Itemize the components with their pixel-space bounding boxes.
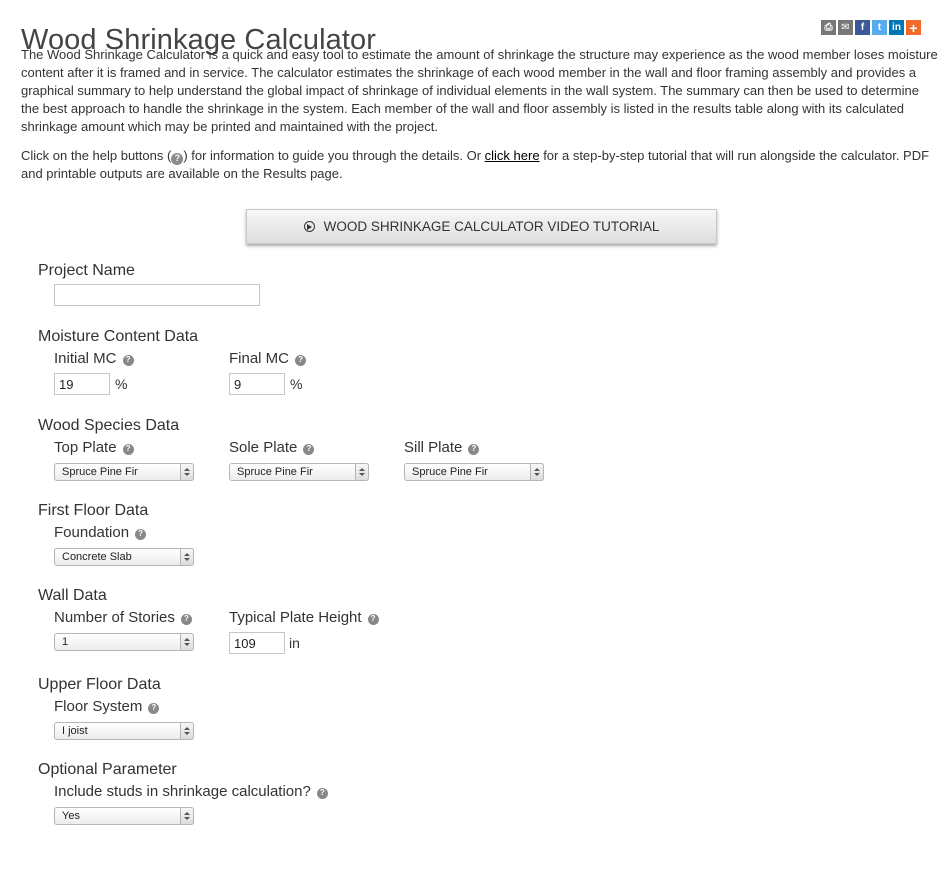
sill-plate-select[interactable] [404, 463, 544, 481]
help-icon[interactable]: ? [303, 444, 314, 455]
print-icon[interactable]: ⎙ [821, 20, 836, 35]
chevron-updown-icon [180, 722, 194, 740]
linkedin-icon[interactable]: in [889, 20, 904, 35]
initial-mc-input[interactable] [54, 373, 110, 395]
stories-value: 1 [62, 636, 69, 648]
sole-plate-label-row [229, 439, 314, 456]
moisture-heading: Moisture Content Data [38, 328, 199, 345]
chevron-updown-icon [180, 633, 194, 651]
foundation-label: Foundation [54, 524, 130, 541]
floor-system-value: I joist [62, 725, 88, 737]
intro-paragraph: The Wood Shrinkage Calculator is a quick and easy tool to estimate the amount of shrinkage the structure may experience as the wood member loses moisture content after it is framed and in service. The calculator estimates the shrinkage of each wood member in the wall and floor framing assembly and provides a graphical summary to help understand the global impact of shrinkage of individual elements in the wall system. The summary can then be used to determine the best approach to handle the shrinkage in the system. Each member of the wall and floor assembly is listed in the results table along with its calculated shrinkage amount which may be printed and maintained with the project. [21, 47, 938, 134]
studs-label-row [54, 783, 328, 800]
plate-height-unit: in [289, 635, 300, 651]
chevron-updown-icon [180, 463, 194, 481]
stories-select[interactable] [54, 633, 194, 651]
chevron-updown-icon [180, 548, 194, 566]
video-tutorial-label: WOOD SHRINKAGE CALCULATOR VIDEO TUTORIAL [323, 219, 660, 234]
help-icon[interactable]: ? [123, 355, 134, 366]
help-paragraph [21, 147, 939, 183]
tutorial-link[interactable]: click here [484, 148, 540, 163]
final-mc-label: Final MC [229, 350, 290, 367]
top-plate-value: Spruce Pine Fir [62, 466, 138, 478]
play-icon [304, 221, 315, 232]
initial-mc-label-row [54, 350, 134, 367]
project-name-input[interactable] [54, 284, 260, 306]
sole-plate-select[interactable] [229, 463, 369, 481]
top-plate-label: Top Plate [54, 439, 117, 456]
upper-floor-heading: Upper Floor Data [38, 676, 161, 693]
stories-label-row [54, 609, 192, 626]
help-icon[interactable]: ? [295, 355, 306, 366]
sill-plate-label: Sill Plate [404, 439, 463, 456]
initial-mc-unit: % [115, 376, 128, 392]
species-heading: Wood Species Data [38, 417, 180, 434]
plate-height-label-row [229, 609, 379, 626]
help-icon[interactable]: ? [317, 788, 328, 799]
twitter-icon[interactable]: t [872, 20, 887, 35]
sill-plate-label-row [404, 439, 479, 456]
foundation-label-row [54, 524, 146, 541]
final-mc-unit: % [290, 376, 303, 392]
sill-plate-value: Spruce Pine Fir [412, 466, 488, 478]
help-icon: ? [171, 153, 183, 165]
final-mc-input[interactable] [229, 373, 285, 395]
studs-select[interactable] [54, 807, 194, 825]
help-icon[interactable]: ? [148, 703, 159, 714]
foundation-value: Concrete Slab [62, 551, 132, 563]
studs-value: Yes [62, 810, 80, 822]
wall-heading: Wall Data [38, 587, 107, 604]
studs-label: Include studs in shrinkage calculation? [54, 783, 311, 800]
help-icon[interactable]: ? [468, 444, 479, 455]
chevron-updown-icon [530, 463, 544, 481]
final-mc-label-row [229, 350, 306, 367]
first-floor-heading: First Floor Data [38, 502, 149, 519]
optional-heading: Optional Parameter [38, 761, 177, 778]
help-text-start: Click on the help buttons ( [21, 148, 172, 163]
help-icon[interactable]: ? [181, 614, 192, 625]
plus-icon[interactable]: + [906, 20, 921, 35]
share-bar [821, 20, 921, 35]
help-text-mid: ) for information to guide you through the details. Or [183, 148, 485, 163]
sole-plate-value: Spruce Pine Fir [237, 466, 313, 478]
floor-system-select[interactable] [54, 722, 194, 740]
help-icon[interactable]: ? [123, 444, 134, 455]
top-plate-select[interactable] [54, 463, 194, 481]
plate-height-input[interactable] [229, 632, 285, 654]
help-icon[interactable]: ? [368, 614, 379, 625]
floor-system-label: Floor System [54, 698, 143, 715]
page-title: Wood Shrinkage Calculator [21, 24, 376, 57]
foundation-select[interactable] [54, 548, 194, 566]
sole-plate-label: Sole Plate [229, 439, 298, 456]
project-name-heading: Project Name [38, 262, 135, 279]
email-icon[interactable]: ✉ [838, 20, 853, 35]
stories-label: Number of Stories [54, 609, 175, 626]
video-tutorial-button[interactable] [246, 209, 717, 244]
chevron-updown-icon [180, 807, 194, 825]
initial-mc-label: Initial MC [54, 350, 117, 367]
plate-height-label: Typical Plate Height [229, 609, 362, 626]
chevron-updown-icon [355, 463, 369, 481]
help-text-end: for a step-by-step tutorial that will run alongside the calculator. PDF and printable outputs are available on the Results page. [21, 148, 930, 181]
floor-system-label-row [54, 698, 159, 715]
facebook-icon[interactable]: f [855, 20, 870, 35]
help-icon[interactable]: ? [135, 529, 146, 540]
top-plate-label-row [54, 439, 134, 456]
